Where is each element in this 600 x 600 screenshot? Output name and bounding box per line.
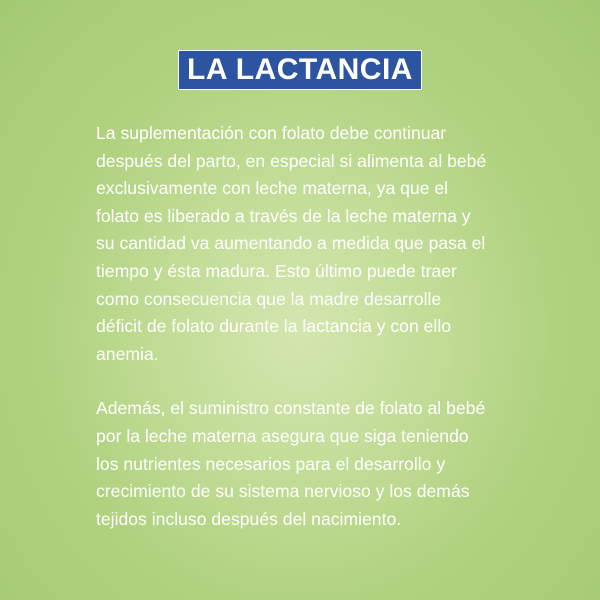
text-line: exclusivamente con leche materna, ya que el xyxy=(96,178,449,199)
page-title: LA LACTANCIA xyxy=(178,50,422,90)
text-line: por la leche materna asegura que siga teniendo xyxy=(96,425,469,446)
text-line: después del parto, en especial si alimenta al bebé xyxy=(96,150,487,171)
title-container xyxy=(0,50,600,90)
text-line: Además, el suministro constante de folato al bebé xyxy=(96,398,486,419)
text-line: crecimiento de su sistema nervioso y los demás xyxy=(96,481,470,502)
text-line: tiempo y ésta madura. Esto último puede traer xyxy=(96,260,457,281)
text-line: déficit de folato durante la lactancia y con ello xyxy=(96,316,452,337)
text-line: anemia. xyxy=(96,343,159,364)
paragraph-2 xyxy=(96,395,526,533)
text-line: La suplementación con folato debe continuar xyxy=(96,123,447,143)
text-line: folato es liberado a través de la leche materna y xyxy=(96,205,471,226)
text-line: los nutrientes necesarios para el desarrollo y xyxy=(96,453,446,474)
text-line: como consecuencia que la madre desarrolle xyxy=(96,288,442,309)
text-line: tejidos incluso después del nacimiento. xyxy=(96,508,402,529)
text-line: su cantidad va aumentando a medida que pasa el xyxy=(96,233,486,254)
paragraph-1 xyxy=(96,120,526,368)
body-text xyxy=(96,120,526,560)
